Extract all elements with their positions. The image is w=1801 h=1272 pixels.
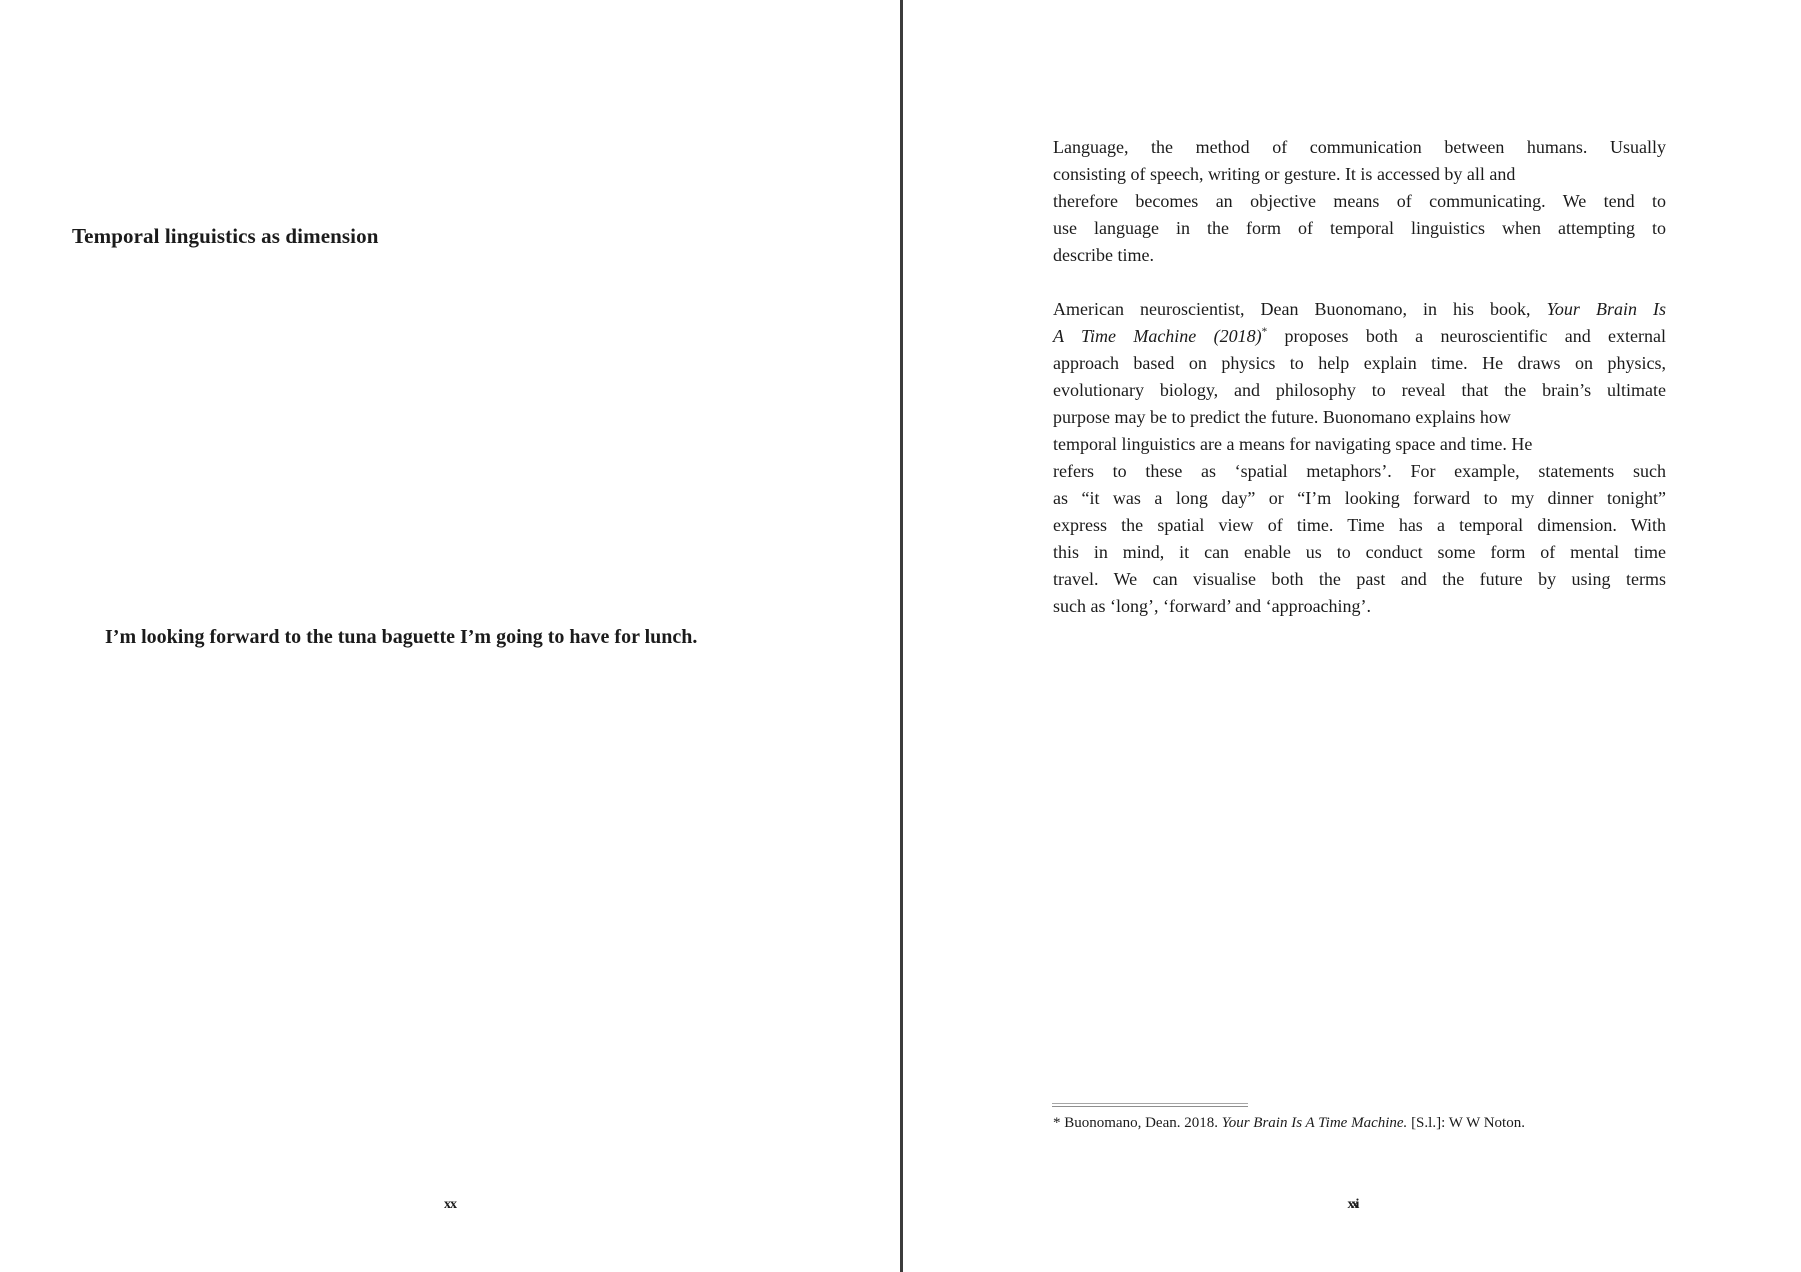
text-segment-roman: as “it was a long day” or “I’m looking forward to my dinner tonight” <box>1053 488 1666 508</box>
text-segment-roman: describe time. <box>1053 245 1154 265</box>
text-line <box>1053 566 1666 593</box>
body-paragraph <box>1053 134 1666 269</box>
text-segment-italic: A Time Machine (2018) <box>1053 326 1262 346</box>
text-segment-roman: Language, the method of communication between humans. Usually <box>1053 137 1666 157</box>
text-line <box>1053 188 1666 215</box>
text-segment-roman: travel. We can visualise both the past and the future by using terms <box>1053 569 1666 589</box>
text-segment-italic: Your Brain Is A Time Machine. <box>1221 1115 1408 1131</box>
text-segment-roman: this in mind, it can enable us to conduct some form of mental time <box>1053 542 1666 562</box>
text-segment-roman: [S.l.]: W W Noton. <box>1407 1115 1525 1131</box>
body-text-block <box>1053 134 1666 620</box>
left-page <box>0 0 900 1272</box>
text-segment-italic: Your Brain Is <box>1546 299 1666 319</box>
text-line <box>1053 458 1666 485</box>
text-segment-roman: * Buonomano, Dean. 2018. <box>1053 1115 1222 1131</box>
text-line <box>1053 323 1666 350</box>
text-segment-roman: American neuroscientist, Dean Buonomano, in his book, <box>1053 299 1547 319</box>
text-segment-roman: evolutionary biology, and philosophy to reveal that the brain’s ultimate <box>1053 380 1666 400</box>
text-segment-roman: approach based on physics to help explain time. He draws on physics, <box>1053 353 1666 373</box>
text-line <box>1053 161 1666 188</box>
footnote-rule <box>1052 1103 1248 1107</box>
chapter-heading: Temporal linguistics as dimension <box>72 224 379 248</box>
text-line <box>1053 539 1666 566</box>
text-line <box>1053 134 1666 161</box>
text-segment-roman: purpose may be to predict the future. Buonomano explains how <box>1053 407 1511 427</box>
text-segment-roman: such as ‘long’, ‘forward’ and ‘approaching’. <box>1053 596 1372 616</box>
text-line <box>1053 377 1666 404</box>
text-line <box>1053 431 1666 458</box>
footnote-citation <box>1053 1113 1673 1134</box>
pull-quote-statement: I’m looking forward to the tuna baguette I’m going to have for lunch. <box>105 626 698 648</box>
text-line <box>1053 512 1666 539</box>
text-segment-sup: * <box>1261 326 1268 338</box>
left-page-number: xx <box>444 1197 456 1212</box>
right-page-number: xxi <box>1347 1197 1357 1212</box>
text-line <box>1053 350 1666 377</box>
right-page <box>903 0 1801 1272</box>
text-line <box>1053 485 1666 512</box>
text-segment-roman: proposes both a neuroscientific and external <box>1267 326 1667 346</box>
body-paragraph <box>1053 296 1666 620</box>
text-line <box>1053 242 1666 269</box>
text-segment-roman: consisting of speech, writing or gesture. It is accessed by all and <box>1053 164 1516 184</box>
text-segment-roman: express the spatial view of time. Time has a temporal dimension. With <box>1053 515 1666 535</box>
text-segment-roman: refers to these as ‘spatial metaphors’. For example, statements such <box>1053 461 1666 481</box>
text-line <box>1053 593 1666 620</box>
text-segment-roman: use language in the form of temporal linguistics when attempting to <box>1053 218 1666 238</box>
text-line <box>1053 404 1666 431</box>
text-segment-roman: temporal linguistics are a means for navigating space and time. He <box>1053 434 1533 454</box>
text-line <box>1053 296 1666 323</box>
text-segment-roman: therefore becomes an objective means of communicating. We tend to <box>1053 191 1666 211</box>
text-line <box>1053 215 1666 242</box>
